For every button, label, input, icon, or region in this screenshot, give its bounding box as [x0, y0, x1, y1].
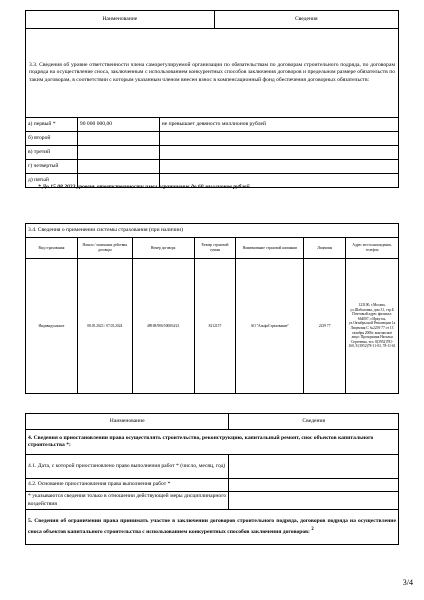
insurance-type: Индивидуальное	[26, 259, 78, 394]
suspension-table	[25, 413, 399, 545]
level-amount	[77, 146, 159, 160]
section-5-title	[26, 510, 399, 545]
header-info: Сведения	[229, 414, 399, 430]
row-4-2-label: 4.2. Основание приостановления права выполнения работ *	[26, 479, 229, 492]
level-note	[159, 146, 398, 160]
footnote-responsibility: * До 15.08.2023 уровень ответственности имел ограничение до 60 миллионов рублей.	[38, 184, 252, 190]
col-header: Номер договора	[132, 238, 194, 259]
col-header: Начало / окончание действия договора	[77, 238, 132, 259]
level-label: в) третий	[26, 146, 78, 160]
section-3-3-text: 3.3. Сведения об уровне ответственности члена саморегулируемой организации по обязательствам по договорам строительного подряда, по договорам подряда на осуществление сноса, заключенным с использованием конкурентных способов заключения договоров и предельном размере обязательств по таким договорам, в соответствии с которым указанным членом внесен взнос в компенсационный фонд обеспечения договорных обязательств:	[26, 29, 399, 118]
row-4-1-label: 4.1. Дата, с которой приостановлено право выполнения работ * (число, месяц, год)	[26, 455, 229, 479]
insurance-number: 4891R/906/500004/23	[132, 259, 194, 394]
row-4-1-value	[229, 455, 399, 479]
header-name: Наименование	[26, 11, 215, 29]
col-header: Размер страховой суммы	[194, 238, 236, 259]
col-header: Адрес места нахождения, телефон	[346, 238, 399, 259]
level-note: не превышает девяносто миллионов рублей	[159, 118, 398, 132]
insurance-period: 08.05.2023 / 07.05.2024	[77, 259, 132, 394]
section-4-title: 4. Сведения о приостановлении права осуществлять строительство, реконструкцию, капитальный ремонт, снос объектов капитального строительства *:	[26, 430, 399, 455]
header-info: Сведения	[214, 11, 398, 29]
section-3-4-title: 3.4. Сведения о применении системы страхования (при наличии)	[26, 224, 399, 238]
insurance-license: 2239 77	[304, 259, 346, 394]
col-header: Лицензия	[304, 238, 346, 259]
level-amount	[77, 132, 159, 146]
col-header: Наименование страховой компании	[236, 238, 304, 259]
insurance-company: АО "АльфаСтрахование"	[236, 259, 304, 394]
level-label: г) четвертый	[26, 160, 78, 174]
insurance-address: 123100, г.Москва, ул.Шаболовка, дом 31, стр.Б Почтовый адрес филиала: 664007, г.Иркутск, ул.Октябрьской Революции 1а Лицензия С №2239 77 от 13 октября 2006г. контактное лицо: Прохоркина Наталья Сергеевна, тел. 8(3952)781-160, 8 (3952)78-11-03, 78-11-61	[346, 259, 399, 394]
row-4-2-value	[229, 479, 399, 492]
row-note: * указываются сведения только в отношении действующей меры дисциплинарного воздействия	[26, 492, 229, 510]
level-amount: 90 000 000,00	[77, 118, 159, 132]
level-label: а) первый *	[26, 118, 78, 132]
section-5-footnote-mark: 2	[311, 526, 314, 532]
header-name: Наименование	[26, 414, 229, 430]
page-number: 3/4	[402, 578, 413, 587]
responsibility-level-table	[25, 10, 399, 188]
level-label: д) пятый	[26, 174, 78, 188]
section-5-text: 5. Сведения об ограничении права принимать участие в заключении договоров строительного подряда, договоров подряда на осуществление сноса объектов капитального строительства с использованием конкурентных способов заключения договоров:	[28, 518, 396, 535]
col-header: Вид страхования	[26, 238, 78, 259]
level-label: б) второй	[26, 132, 78, 146]
insurance-table	[25, 223, 399, 394]
insurance-sum: 8212157	[194, 259, 236, 394]
level-amount	[77, 160, 159, 174]
level-note	[159, 132, 398, 146]
row-note-value	[229, 492, 399, 510]
level-note	[159, 160, 398, 174]
